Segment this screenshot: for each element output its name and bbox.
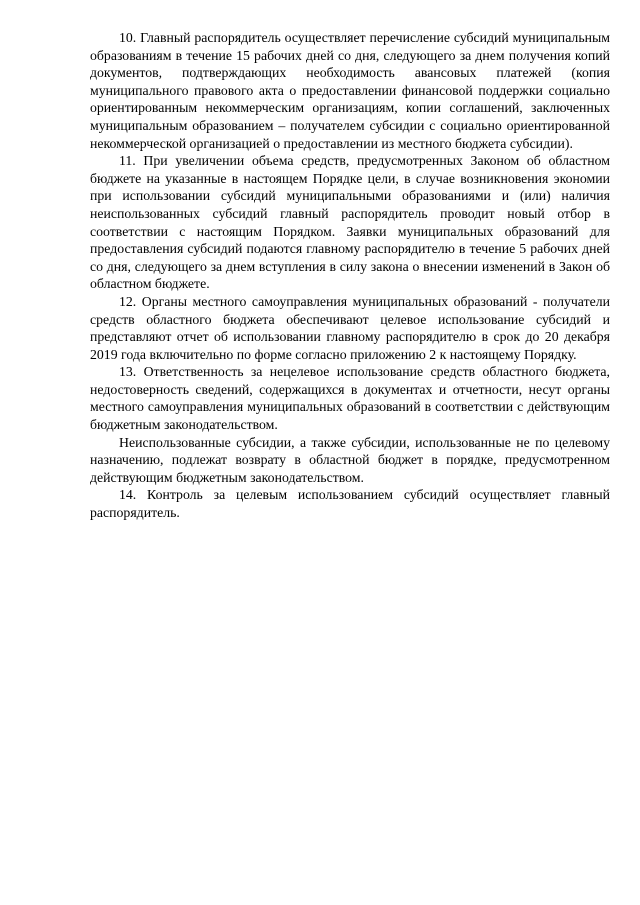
paragraph-clause-14: 14. Контроль за целевым использованием субсидий осуществляет главный распорядитель. bbox=[90, 487, 610, 521]
paragraph-clause-13: 13. Ответственность за нецелевое использование средств областного бюджета, недостоверность сведений, содержащихся в документах и отчетности, несут органы местного самоуправления муниципальных образований в соответствии с действующим бюджетным законодательством. bbox=[90, 364, 610, 433]
paragraph-unused-subsidies: Неиспользованные субсидии, а также субсидии, использованные не по целевому назначению, подлежат возврату в областной бюджет в порядке, предусмотренном действующим бюджетным законодательством. bbox=[90, 434, 610, 485]
paragraph-clause-11: 11. При увеличении объема средств, предусмотренных Законом об областном бюджете на указанные в настоящем Порядке цели, в случае возникновения экономии при использовании субсидий муниципальными образованиями и (или) наличия неиспользованных субсидий главный распорядитель проводит новый отбор в соответствии с настоящим Порядком. Заявки муниципальных образований для предоставления субсидий подаются главному распорядителю в течение 5 рабочих дней со дня, следующего за днем вступления в силу закона о внесении изменений в Закон об областном бюджете. bbox=[90, 153, 610, 292]
paragraph-clause-12: 12. Органы местного самоуправления муниципальных образований - получатели средств областного бюджета обеспечивают целевое использование субсидий и представляют отчет об использовании главному распорядителю в срок до 20 декабря 2019 года включительно по форме согласно приложению 2 к настоящему Порядку. bbox=[90, 293, 610, 362]
document-body bbox=[90, 29, 610, 522]
paragraph-clause-10: 10. Главный распорядитель осуществляет перечисление субсидий муниципальным образованиям в течение 15 рабочих дней со дня, следующего за днем получения копий документов, подтверждающих необходимость авансовых платежей (копия муниципального правового акта о предоставлении финансовой поддержки социально ориентированным некоммерческим организациям, копии соглашений, заключенных муниципальным образованием – получателем субсидии с социально ориентированной некоммерческой организацией о предоставлении из местного бюджета субсидии). bbox=[90, 30, 610, 151]
